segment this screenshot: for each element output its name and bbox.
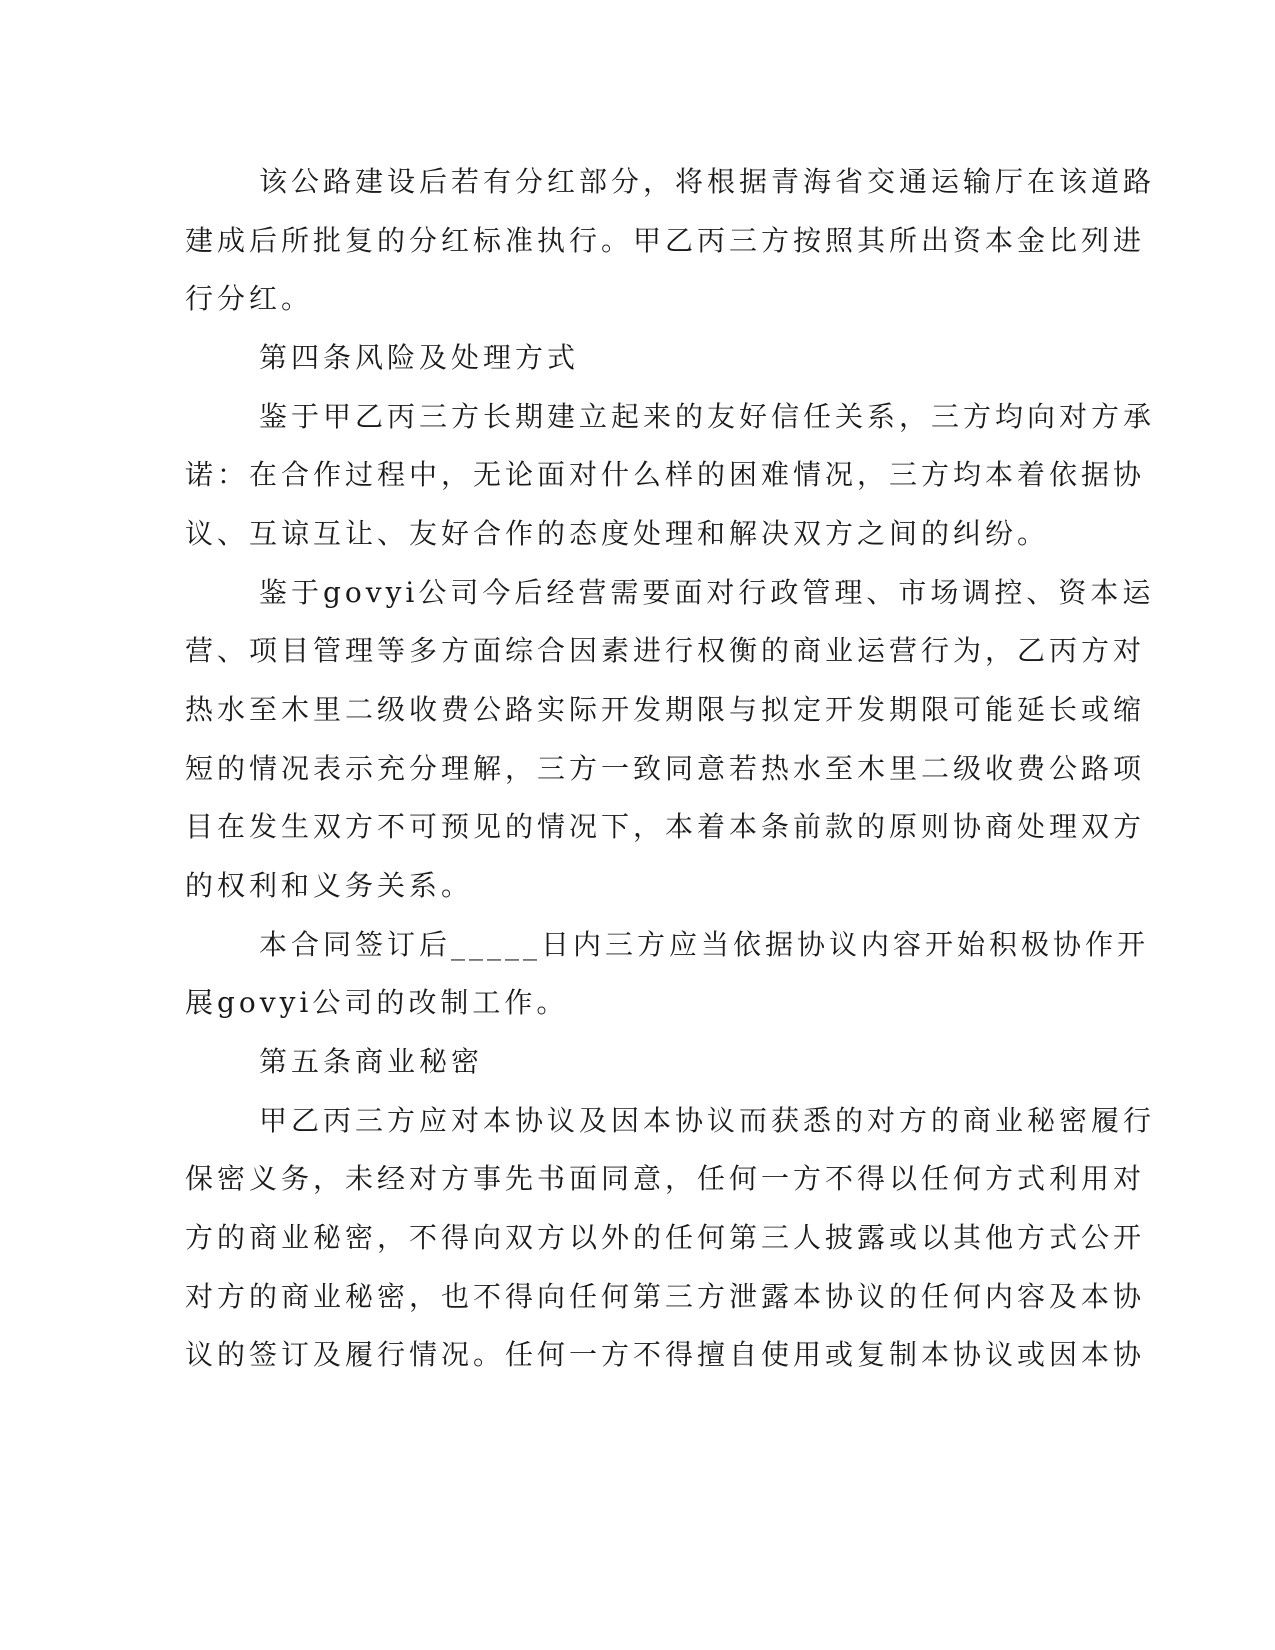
paragraph-line: 本合同签订后_____日内三方应当依据协议内容开始积极协作开 [259,928,1150,961]
paragraph-line: 建成后所批复的分红标准执行。甲乙丙三方按照其所出资本金比列进 [185,224,1146,257]
paragraph-line: 方的商业秘密，不得向双方以外的任何第三人披露或以其他方式公开 [185,1221,1146,1254]
paragraph-line: 对方的商业秘密，也不得向任何第三方泄露本协议的任何内容及本协 [185,1280,1146,1313]
paragraph-line: 的权利和义务关系。 [185,869,474,902]
paragraph-line: 热水至木里二级收费公路实际开发期限与拟定开发期限可能延长或缩 [185,693,1146,726]
paragraph-line: 鉴于govyi公司今后经营需要面对行政管理、市场调控、资本运 [259,576,1155,609]
paragraph-line: 议、互谅互让、友好合作的态度处理和解决双方之间的纠纷。 [185,517,1050,550]
paragraph-line: 短的情况表示充分理解，三方一致同意若热水至木里二级收费公路项 [185,752,1146,785]
section-heading: 第五条商业秘密 [259,1045,484,1078]
section-heading: 第四条风险及处理方式 [259,341,580,374]
paragraph-line: 议的签订及履行情况。任何一方不得擅自使用或复制本协议或因本协 [185,1338,1146,1371]
paragraph-line: 甲乙丙三方应对本协议及因本协议而获悉的对方的商业秘密履行 [259,1104,1156,1137]
paragraph-line: 诺：在合作过程中，无论面对什么样的困难情况，三方均本着依据协 [185,458,1146,491]
paragraph-line: 展govyi公司的改制工作。 [185,986,569,1019]
paragraph-line: 行分红。 [185,282,314,315]
paragraph-line: 该公路建设后若有分红部分，将根据青海省交通运输厅在该道路 [259,165,1156,198]
paragraph-line: 营、项目管理等多方面综合因素进行权衡的商业运营行为，乙丙方对 [185,634,1146,667]
paragraph-line: 保密义务，未经对方事先书面同意，任何一方不得以任何方式利用对 [185,1162,1146,1195]
paragraph-line: 鉴于甲乙丙三方长期建立起来的友好信任关系，三方均向对方承 [259,400,1156,433]
paragraph-line: 目在发生双方不可预见的情况下，本着本条前款的原则协商处理双方 [185,810,1146,843]
